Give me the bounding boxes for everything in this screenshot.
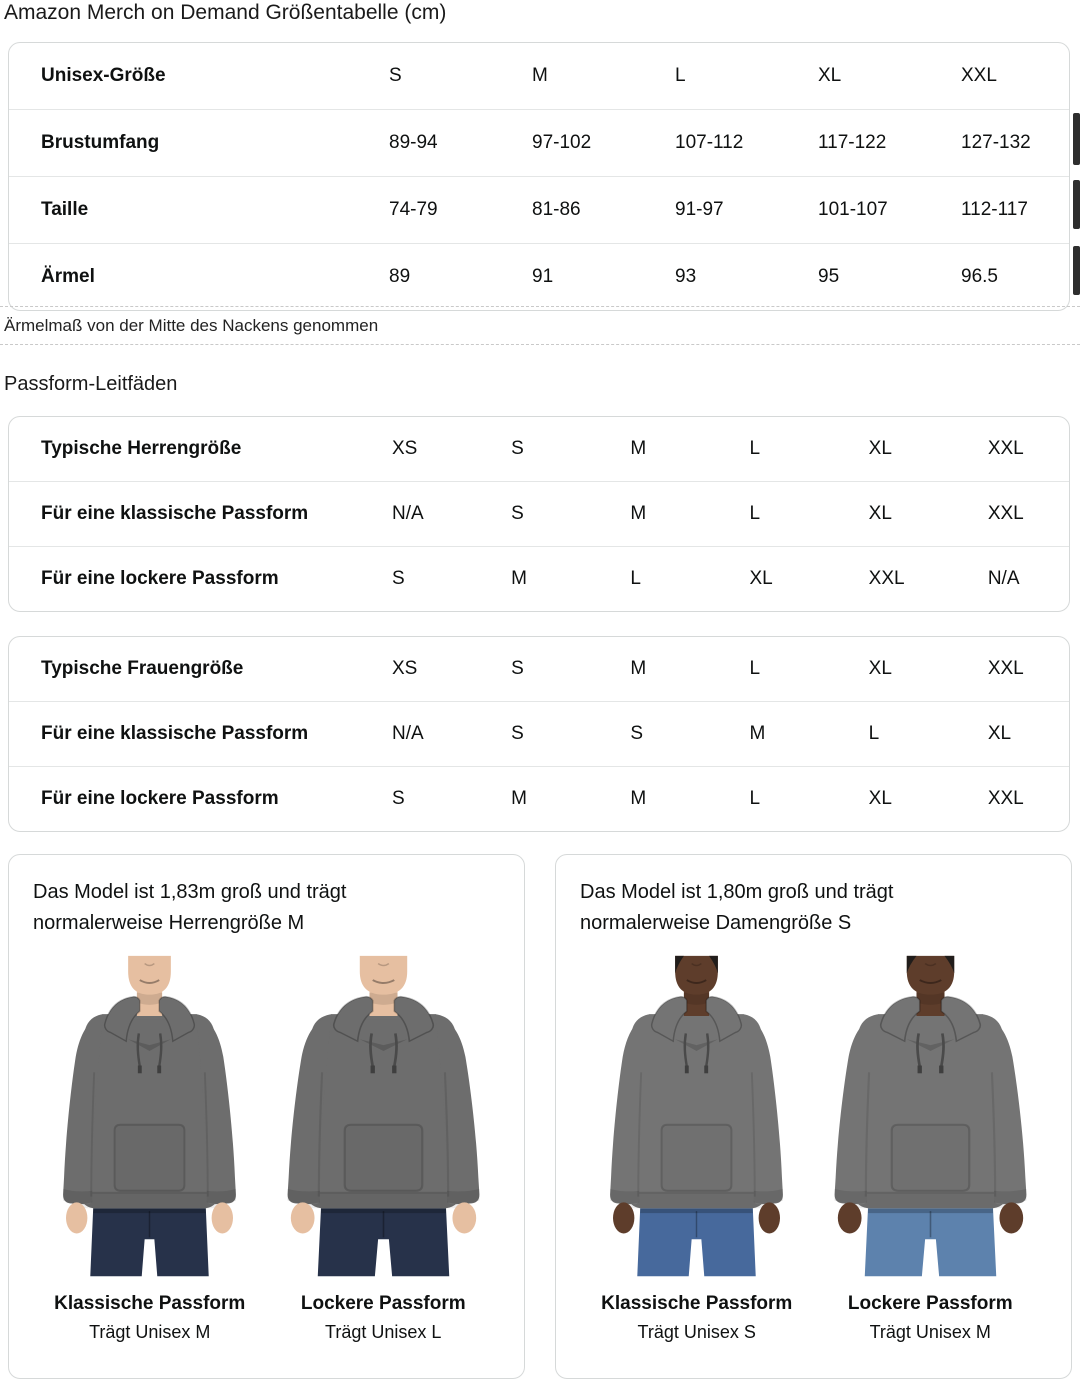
- table-row: [9, 43, 1069, 109]
- size-cell: N/A: [987, 568, 1020, 589]
- size-cell: M: [630, 503, 647, 524]
- scrollbar-thumb-segment[interactable]: [1073, 246, 1080, 295]
- size-cell: S: [511, 723, 524, 744]
- size-cell: 89-94: [389, 132, 438, 153]
- model-photo-female-classic: [580, 951, 814, 1343]
- row-label: Typische Herrengröße: [41, 438, 242, 459]
- fit-label: Klassische Passform: [601, 1293, 793, 1314]
- size-cell: L: [749, 788, 761, 809]
- worn-size-label: Trägt Unisex M: [869, 1322, 991, 1342]
- size-cell: L: [749, 503, 761, 524]
- size-cell: XXL: [987, 438, 1024, 459]
- sleeve-measure-note: Ärmelmaß von der Mitte des Nackens genommen: [0, 306, 1080, 345]
- size-cell: 96.5: [961, 266, 998, 287]
- size-cell: N/A: [392, 723, 424, 744]
- row-label: Für eine lockere Passform: [41, 788, 279, 809]
- size-cell: M: [630, 438, 647, 459]
- size-cell: XL: [818, 65, 842, 86]
- size-cell: XL: [868, 658, 892, 679]
- size-cell: XXL: [987, 788, 1024, 809]
- size-cell: S: [630, 723, 644, 744]
- row-label: Brustumfang: [41, 132, 160, 153]
- fit-label: Lockere Passform: [300, 1293, 466, 1314]
- model-photo-male-classic: [33, 951, 267, 1343]
- male-classic-model-image: [33, 951, 266, 1281]
- female-model-description: Das Model ist 1,80m groß und trägt normalerweise Damengröße S: [580, 881, 894, 934]
- table-row: [9, 637, 1069, 701]
- size-cell: 93: [675, 266, 697, 287]
- size-cell: S: [392, 568, 405, 589]
- size-cell: XXL: [987, 503, 1024, 524]
- size-cell: 117-122: [818, 132, 887, 153]
- size-cell: 81-86: [532, 199, 581, 220]
- female-classic-model-image: [580, 951, 813, 1281]
- size-cell: L: [675, 65, 686, 86]
- scrollbar-thumb-segment[interactable]: [1073, 180, 1080, 229]
- fit-label: Klassische Passform: [54, 1293, 246, 1314]
- size-cell: 127-132: [961, 132, 1031, 153]
- worn-size-label: Trägt Unisex S: [637, 1322, 756, 1342]
- table-row: [9, 766, 1069, 831]
- size-cell: 95: [818, 266, 840, 287]
- table-row: [9, 701, 1069, 766]
- size-cell: 89: [389, 266, 411, 287]
- scrollbar-thumb-segment[interactable]: [1073, 113, 1080, 165]
- size-cell: L: [749, 438, 761, 459]
- size-cell: XXL: [961, 65, 997, 86]
- size-cell: 91: [532, 266, 554, 287]
- size-cell: 107-112: [675, 132, 744, 153]
- worn-size-label: Trägt Unisex M: [89, 1322, 211, 1342]
- size-cell: XXL: [987, 658, 1024, 679]
- worn-size-label: Trägt Unisex L: [325, 1322, 442, 1342]
- male-loose-model-image: [267, 951, 500, 1281]
- row-label: Unisex-Größe: [41, 65, 166, 86]
- size-cell: M: [511, 568, 527, 589]
- male-model-description: Das Model ist 1,83m groß und trägt normalerweise Herrengröße M: [33, 881, 347, 934]
- fit-label: Lockere Passform: [847, 1293, 1013, 1314]
- size-cell: L: [868, 723, 880, 744]
- row-label: Für eine klassische Passform: [41, 503, 309, 524]
- row-label: Ärmel: [41, 266, 95, 287]
- size-cell: M: [630, 658, 647, 679]
- size-cell: XL: [749, 568, 773, 589]
- size-cell: XL: [868, 503, 892, 524]
- size-cell: M: [511, 788, 527, 809]
- row-label: Für eine lockere Passform: [41, 568, 279, 589]
- model-photos-row: [33, 951, 500, 1343]
- size-cell: M: [630, 788, 647, 809]
- size-cell: S: [511, 438, 524, 459]
- model-photo-female-loose: [814, 951, 1048, 1343]
- female-model-card: [555, 854, 1072, 1379]
- table-row: [9, 546, 1069, 611]
- unisex-size-table: [8, 42, 1070, 311]
- size-cell: S: [511, 503, 524, 524]
- table-row: [9, 417, 1069, 481]
- size-cell: N/A: [392, 503, 424, 524]
- size-cell: S: [511, 658, 524, 679]
- size-cell: M: [532, 65, 548, 86]
- row-label: Taille: [41, 199, 89, 220]
- row-label: Für eine klassische Passform: [41, 723, 309, 744]
- female-loose-model-image: [814, 951, 1047, 1281]
- size-cell: 74-79: [389, 199, 438, 220]
- page-title: Amazon Merch on Demand Größentabelle (cm): [4, 1, 447, 24]
- size-cell: XXL: [868, 568, 905, 589]
- male-model-card: [8, 854, 525, 1379]
- size-cell: M: [749, 723, 766, 744]
- size-cell: S: [389, 65, 402, 86]
- table-row: [9, 176, 1069, 243]
- fit-guides-heading: Passform-Leitfäden: [4, 373, 178, 395]
- size-cell: 91-97: [675, 199, 724, 220]
- size-cell: XS: [392, 658, 418, 679]
- row-label: Typische Frauengröße: [41, 658, 244, 679]
- size-cell: L: [749, 658, 761, 679]
- model-photo-male-loose: [267, 951, 501, 1343]
- womens-fit-table: [8, 636, 1070, 832]
- mens-fit-table: [8, 416, 1070, 612]
- size-cell: L: [630, 568, 641, 589]
- size-cell: XL: [868, 438, 892, 459]
- size-cell: XS: [392, 438, 418, 459]
- table-row: [9, 243, 1069, 310]
- size-cell: 97-102: [532, 132, 592, 153]
- table-row: [9, 481, 1069, 546]
- size-cell: 101-107: [818, 199, 888, 220]
- size-cell: XL: [987, 723, 1012, 744]
- size-cell: S: [392, 788, 405, 809]
- size-cell: XL: [868, 788, 892, 809]
- table-row: [9, 109, 1069, 176]
- model-photos-row: [580, 951, 1047, 1343]
- size-cell: 112-117: [961, 199, 1028, 220]
